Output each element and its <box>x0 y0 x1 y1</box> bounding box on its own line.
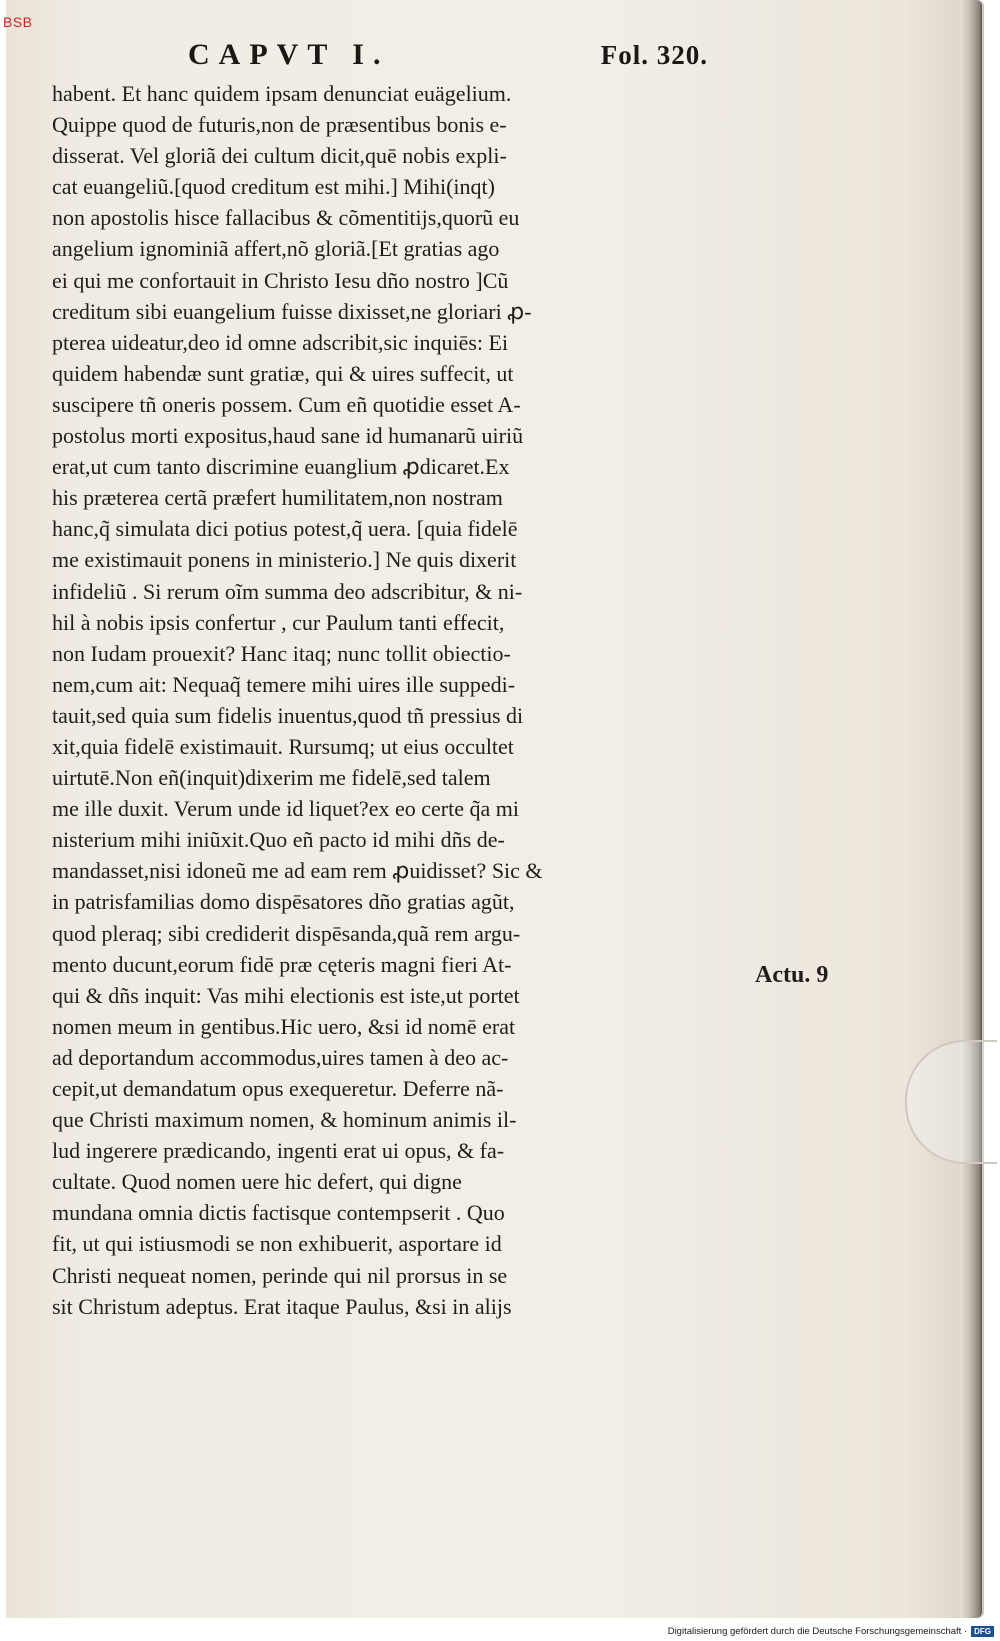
text-line: angelium ignominiã affert,nõ gloriã.[Et gratias ago <box>52 236 500 262</box>
text-line: tauit,sed quia sum fidelis inuentus,quod tñ pressius di <box>52 702 524 728</box>
text-line: sit Christum adeptus. Erat itaque Paulus, &si in alijs <box>52 1293 512 1319</box>
running-header <box>188 38 708 78</box>
text-line: his præterea certã præfert humilitatem,non nostram <box>52 485 503 511</box>
text-line: mundana omnia dictis factisque contempserit . Quo <box>52 1200 505 1226</box>
text-line: hil à nobis ipsis confertur , cur Paulum tanti effecit, <box>52 609 505 635</box>
text-line: cat euangeliũ.[quod creditum est mihi.] Mihi(inqt) <box>52 174 495 200</box>
text-line: infideliũ . Si rerum oĩm summa deo adscribitur, & ni- <box>52 578 523 604</box>
text-line: pterea uideatur,deo id omne adscribit,sic inquiēs: Ei <box>52 329 509 355</box>
text-line: disserat. Vel gloriã dei cultum dicit,quē nobis expli- <box>52 143 507 169</box>
text-line: me existimauit ponens in ministerio.] Ne quis dixerit <box>52 547 517 573</box>
text-line: suscipere tñ oneris possem. Cum eñ quotidie esset A- <box>52 391 521 417</box>
text-line: cultate. Quod nomen uere hic defert, qui digne <box>52 1169 462 1195</box>
text-line: nem,cum ait: Nequaq̃ temere mihi uires ille suppedi- <box>52 671 516 697</box>
chapter-heading: CAPVT I. <box>188 38 390 71</box>
text-line: ad deportandum accommodus,uires tamen à deo ac- <box>52 1044 509 1070</box>
text-line: habent. Et hanc quidem ipsam denunciat euägelium. <box>52 81 512 106</box>
text-line: quod pleraq; sibi crediderit dispēsanda,quã rem argu- <box>52 920 521 946</box>
text-line: ei qui me confortauit in Christo Iesu dño nostro ]Cũ <box>52 267 509 293</box>
text-line: nisterium mihi iniũxit.Quo eñ pacto id mihi dñs de- <box>52 827 505 853</box>
text-line: lud ingerere prædicando, ingenti erat ui opus, & fa- <box>52 1138 505 1164</box>
text-line: qui & dñs inquit: Vas mihi electionis est iste,ut portet <box>52 982 520 1008</box>
footer-credit: Digitalisierung gefördert durch die Deutsche Forschungsgemeinschaft · <box>667 1625 968 1637</box>
text-line: nomen meum in gentibus.Hic uero, &si id nomē erat <box>52 1013 516 1039</box>
text-line: non apostolis hisce fallacibus & cõmentitijs,quorũ eu <box>52 205 520 231</box>
text-line: erat,ut cum tanto discrimine euanglium ꝓdicaret.Ex <box>52 454 510 480</box>
folio-number: Fol. 320. <box>600 40 708 70</box>
text-line: xit,quia fidelē existimauit. Rursumq; ut eius occultet <box>52 733 514 759</box>
text-line: me ille duxit. Verum unde id liquet?ex eo certe q̃a mi <box>52 796 519 822</box>
footer <box>668 1623 1000 1639</box>
text-line: Quippe quod de futuris,non de præsentibus bonis e- <box>52 112 507 138</box>
margin-note: Actu. 9 <box>755 962 829 988</box>
text-line: non Iudam prouexit? Hanc itaq; nunc tollit obiectio- <box>52 640 511 666</box>
text-line: hanc,q̃ simulata dici potius potest,q̃ uera. [quia fidelē <box>52 516 518 542</box>
text-line: que Christi maximum nomen, & hominum animis il- <box>52 1107 517 1133</box>
dfg-logo: DFG <box>971 1626 994 1637</box>
text-line: creditum sibi euangelium fuisse dixisset,ne gloriari ꝓ- <box>52 298 532 324</box>
text-line: mandasset,nisi idoneũ me ad eam rem ꝓuidisset? Sic & <box>52 858 543 884</box>
text-line: cepit,ut demandatum opus exequeretur. Deferre nã- <box>52 1076 504 1101</box>
bsb-logo: BSB <box>3 14 33 30</box>
text-line: quidem habendæ sunt gratiæ, qui & uires suffecit, ut <box>52 360 514 386</box>
text-line: uirtutē.Non eñ(inquit)dixerim me fidelē,sed talem <box>52 765 491 791</box>
page-edge <box>960 0 982 1618</box>
text-line: postolus morti expositus,haud sane id humanarũ uiriũ <box>52 423 524 449</box>
text-line: in patrisfamilias domo dispēsatores dño gratias agũt, <box>52 889 515 915</box>
text-line: fit, ut qui istiusmodi se non exhibuerit, asportare id <box>52 1231 502 1257</box>
body-text <box>52 78 752 1322</box>
text-line: Christi nequeat nomen, perinde qui nil prorsus in se <box>52 1262 508 1288</box>
text-line: mento ducunt,eorum fidē præ cęteris magni fieri At- <box>52 951 512 977</box>
